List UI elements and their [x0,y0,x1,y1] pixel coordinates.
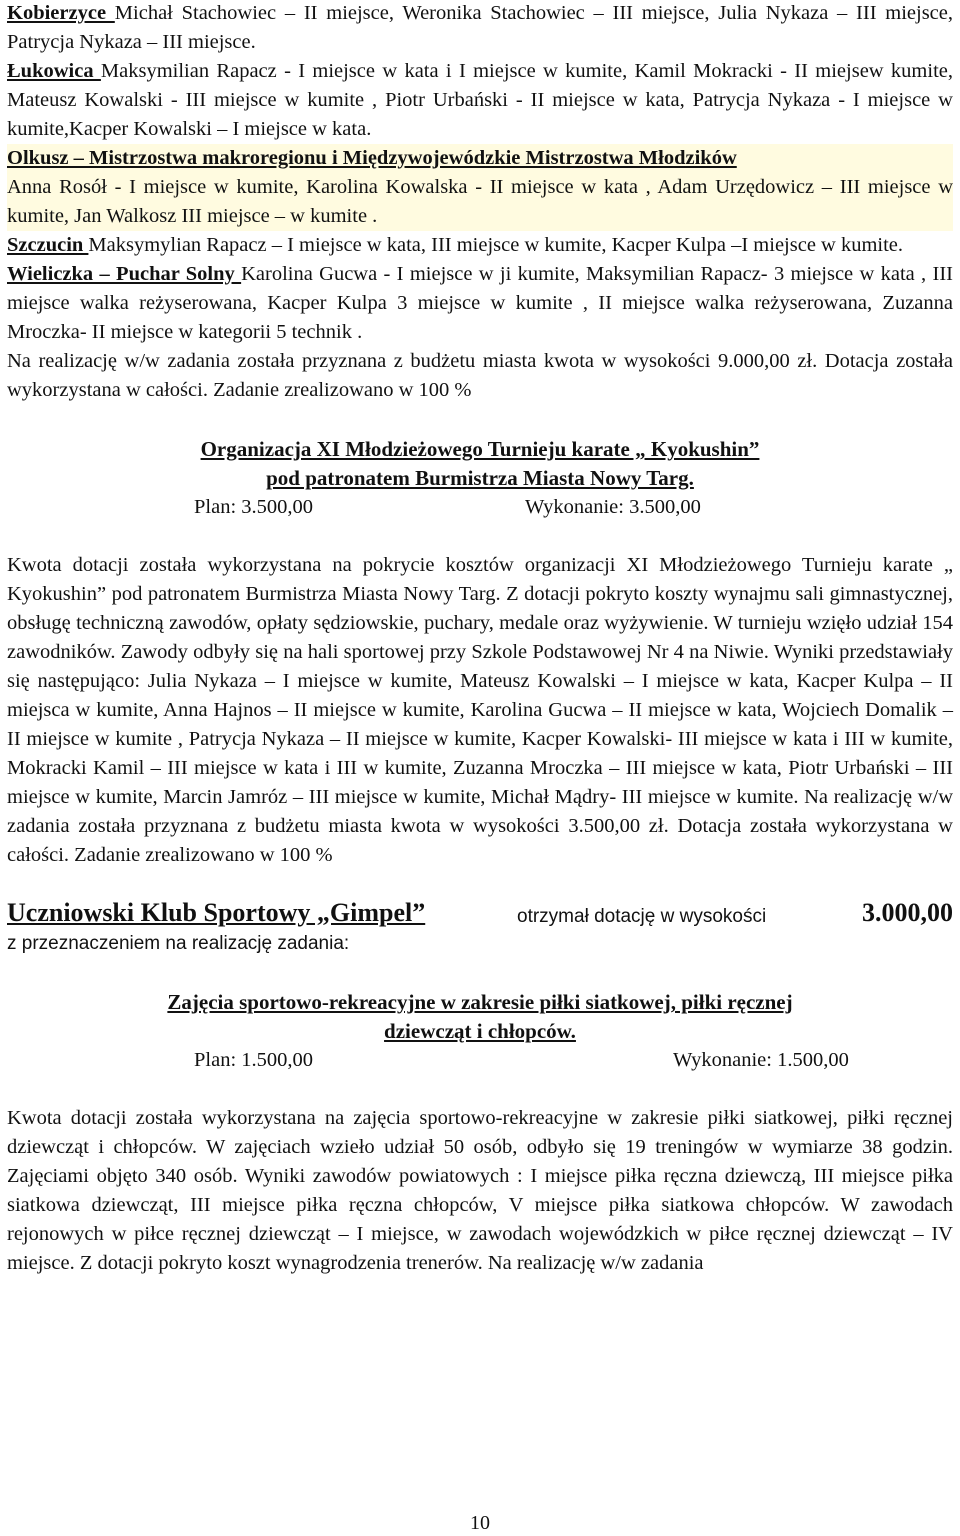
club-grant-amount: 3.000,00 [862,898,953,927]
siatkowka-plan-row [7,1046,953,1075]
club-grant-label: otrzymał dotację w wysokości [517,906,767,927]
summary-paragraph: Na realizację w/w zadania została przyznana z budżetu miasta kwota w wysokości 9.000,00 zł. Dotacja została wykorzystana w całości. Zadanie zrealizowano w 100 % [7,350,953,401]
turniej-body: Kwota dotacji została wykorzystana na pokrycie kosztów organizacji XI Młodzieżowego Turnieju karate „ Kyokushin” pod patronatem Burmistrza Miasta Nowy Targ. Z dotacji pokryto koszty wynajmu sali gimnastycznej, obsługę techniczną zawodów, opłaty sędziowskie, puchary, medale oraz wyżywienie. W turnieju wzięło udział 154 zawodników. Zawody odbyły się na hali sportowej przy Szkole Podstawowej Nr 4 na Niwie. Wyniki przedstawiały się następująco: Julia Nykaza – I miejsce w kumite, Mateusz Kowalski – I miejsce w kata, Kacper Kulpa – II miejsca w kumite, Anna Hajnos – II miejsce w kumite, Karolina Gucwa – II miejsce w kata, Wojciech Domalik – II miejsce w kumite , Patrycja Nykaza – II miejsce w kumite, Kacper Kowalski- III miejsce w kata i III w kumite, Mokracki Kamil – III miejsce w kata i III w kumite, Zuzanna Mroczka – III miejsce w kata, Piotr Urbański – III miejsce w kumite, Marcin Jamróz – III miejsce w kumite, Michał Mądry- III miejsce w kumite. Na realizację w/w zadania została przyznana z budżetu miasta kwota w wysokości 3.500,00 zł. Dotacja została wykorzystana w całości. Zadanie zrealizowano w 100 % [7,554,953,866]
turniej-plan-row [7,493,953,522]
lukowica-results: Maksymilian Rapacz - I miejsce w kata i I miejsce w kumite, Kamil Mokracki - II miejsew kumite, Mateusz Kowalski - III miejsce w kumite , Piotr Urbański - II miejsce w kata, Patrycja Nykaza - I miejsce w kumite,Kacper Kowalski – I miejsce w kata. [7,60,953,140]
szczucin-paragraph [7,231,953,260]
kobierzyce-results: Michał Stachowiec – II miejsce, Weronika Stachowiec – III miejsce, Julia Nykaza – III miejsce, Patrycja Nykaza – III miejsce. [7,2,954,53]
siatkowka-wykonanie: Wykonanie: 1.500,00 [673,1049,849,1071]
wieliczka-paragraph [7,260,953,347]
wieliczka-results: Karolina Gucwa - I miejsce w ji kumite, Maksymilian Rapacz- 3 miejsce w kata , III miejsce walka reżyserowana, Kacper Kulpa 3 miejsce w kumite , II miejsce walka reżyserowana, Zuzanna Mroczka- II miejsce w kategorii 5 technik . [7,263,953,343]
olkusz-place: Olkusz – Mistrzostwa makroregionu i Międzywojewódzkie Mistrzostwa Młodzików [7,147,737,169]
szczucin-place: Szczucin [7,234,89,256]
page-number: 10 [470,1512,490,1534]
siatkowka-title-line1: Zajęcia sportowo-rekreacyjne w zakresie piłki siatkowej, piłki ręcznej [167,990,793,1014]
siatkowka-body: Kwota dotacji została wykorzystana na zajęcia sportowo-rekreacyjne w zakresie piłki siatkowej, piłki ręcznej dziewcząt i chłopców. W zajęciach wzieło udział 50 osób, odbyło się 19 treningów w wymiarze 38 godzin. Zajęciami objęto 340 osób. Wyniki zawodów powiatowych : I miejsce piłka ręczna dziewczą, III miejsce piłka siatkowa dziewcząt, III miejsce piłka ręczna chłopców, V miejsce piłka siatkowa chłopców. W zawodach rejonowych w piłce ręcznej dziewcząt – I miejsce, w zawodach wojewódzkich w piłce ręcznej dziewcząt – IV miejsce. Z dotacji pokryto koszt wynagrodzenia trenerów. Na realizację w/w zadania [7,1107,953,1274]
turniej-title-line1: Organizacja XI Młodzieżowego Turnieju karate „ Kyokushin” [200,437,760,461]
siatkowka-title-line2: dziewcząt i chłopców. [384,1019,576,1043]
siatkowka-plan: Plan: 1.500,00 [194,1049,314,1071]
club-purpose: z przeznaczeniem na realizację zadania: [7,933,350,954]
szczucin-results: Maksymylian Rapacz – I miejsce w kata, III miejsce w kumite, Kacper Kulpa –I miejsce w kumite. [88,234,904,256]
document-page [7,0,953,1278]
lukowica-paragraph [7,57,953,144]
club-header [7,896,953,930]
club-name: Uczniowski Klub Sportowy „Gimpel” [7,898,426,927]
wieliczka-place: Wieliczka – Puchar Solny [7,263,242,285]
turniej-wykonanie: Wykonanie: 3.500,00 [525,496,701,518]
lukowica-place: Łukowica [7,60,101,82]
kobierzyce-paragraph [7,0,953,57]
olkusz-results: Anna Rosół - I miejsce w kumite, Karolina Kowalska - II miejsce w kata , Adam Urzędowicz – III miejsce w kumite, Jan Walkosz III miejsce – w kumite . [7,176,953,227]
kobierzyce-place: Kobierzyce [7,2,115,24]
turniej-plan: Plan: 3.500,00 [194,496,314,518]
olkusz-paragraph [7,144,953,231]
turniej-title-line2: pod patronatem Burmistrza Miasta Nowy Targ. [266,466,694,490]
